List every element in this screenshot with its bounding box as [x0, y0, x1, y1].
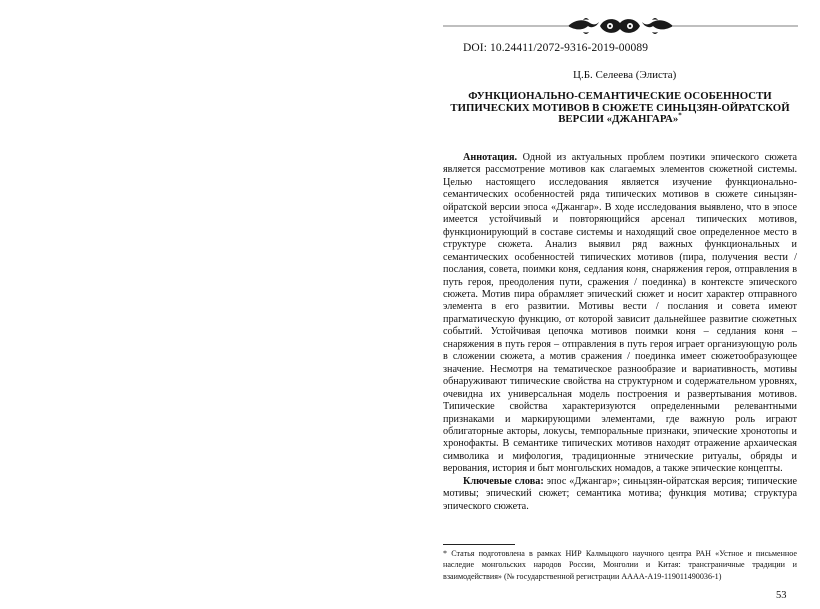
keywords-label: Ключевые слова: — [463, 475, 544, 487]
abstract-block — [443, 152, 797, 513]
doi-line: DOI: 10.24411/2072-9316-2019-00089 — [463, 42, 649, 54]
abstract-paragraph — [443, 152, 797, 476]
page-number: 53 — [776, 590, 787, 601]
abstract-text: Одной из актуальных проблем поэтики эпического сюжета является рассмотрение мотивов как слагаемых элементов сюжетной системы. Целью настоящего исследования является изучение функционально-семантических особенностей ряда типических мотивов в сюжете синьцзян-ойратской версии эпоса «Джангар». В ходе исследования выявлено, что в эпосе имеется устойчивый и повторяющийся арсенал типических мотивов, функционирующий в составе системы и находящий свое определенное место в структуре сюжета. Анализ выявил ряд важных функциональных и семантических особенностей типических мотивов (пира, получения вести / послания, совета, поимки коня, седлания коня, снаряжения героя, отправления в путь героя, преодоления пути, сражения / поединка) в контексте эпического сюжета. Мотив пира обрамляет эпический сюжет и носит характер отправного элемента в его развитии. Мотивы вести / послания и совета имеют прагматическую функцию, от которой зависит дальнейшее развитие сюжетных событий. Устойчивая цепочка мотивов поимки коня – седлания коня – снаряжения в путь героя – отправления в путь героя играет организующую роль в сложении сюжета, а мотив сражения / поединка имеет сюжетообразующее значение. Несмотря на тематическое разнообразие и вариативность, мотивы обнаруживают типические свойства на структурном и содержательном уровнях, очевидна их универсальная модель построения и развертывания мотивов. Типические свойства характеризуются определенными релевантными признаками и маркирующими элементами, где важную роль играют облигаторные акторы, локусы, темпоральные признаки, эпические хронотопы и хронофакты. В семантике типических мотивов находят отражение архаическая символика и мифология, традиционные этнические ритуалы, обряды и верования, история и быт монгольских номадов, а также эпические концепты. — [443, 152, 798, 475]
abstract-label: Аннотация. — [463, 152, 518, 163]
keywords-text: эпос «Джангар»; синьцзян-ойратская версия; типические мотивы; эпический сюжет; семантика мотива; функция мотива; структура эпического сюжета. — [443, 475, 797, 512]
keywords-paragraph — [443, 476, 797, 513]
author-name: Ц.Б. Селеева (Элиста) — [573, 69, 677, 81]
article-title — [450, 91, 790, 126]
ornament-divider-icon — [443, 16, 798, 36]
title-footnote-mark: * — [678, 111, 682, 120]
footnote: * Статья подготовлена в рамках НИР Калмыцкого научного центра РАН «Устное и письменное наследие монгольских народов России, Монголии и Китая: трансграничные традиции и взаимодействия» (№ государственной регистрации АААА-А19-119011490036-1) — [443, 549, 797, 581]
article-title-text: ФУНКЦИОНАЛЬНО-СЕМАНТИЧЕСКИЕ ОСОБЕННОСТИ ТИПИЧЕСКИХ МОТИВОВ В СЮЖЕТЕ СИНЬЦЗЯН-ОЙРАТСКОЙ ВЕРСИИ «ДЖАНГАРА» — [450, 90, 790, 126]
footnote-divider — [443, 544, 515, 545]
